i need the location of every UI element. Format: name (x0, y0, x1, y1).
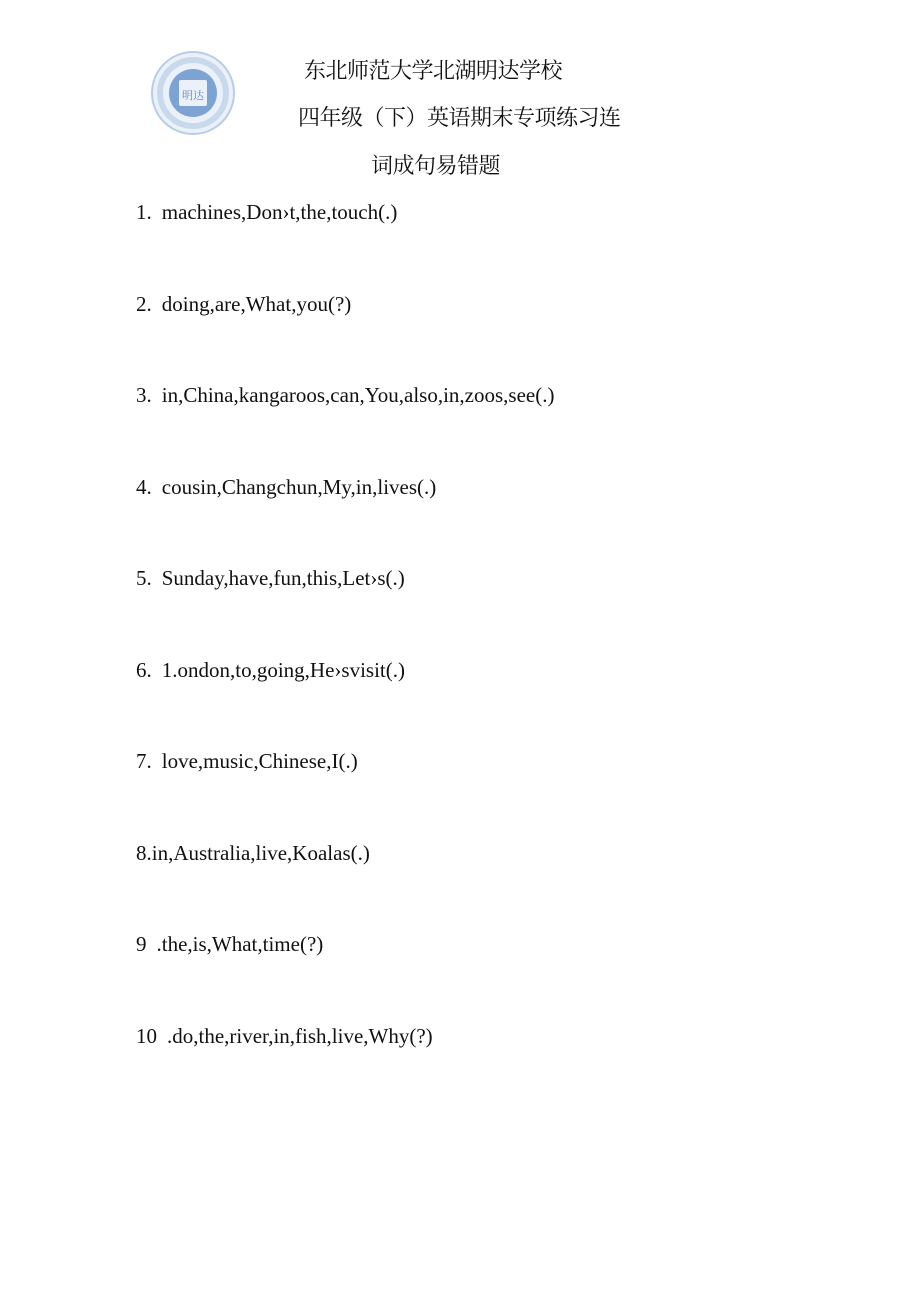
question-item (136, 929, 554, 1021)
question-item (136, 472, 554, 564)
question-number: 9 (136, 932, 147, 956)
question-text: Sunday,have,fun,this,Let›s(.) (161, 566, 405, 590)
school-seal-icon (150, 50, 236, 136)
question-text: 1.ondon,to,going,He›svisit(.) (161, 657, 405, 682)
question-item (136, 563, 554, 655)
question-item (136, 289, 554, 381)
question-text: doing,are,What,you(?) (161, 291, 352, 316)
school-name: 东北师范大学北湖明达学校 (304, 59, 563, 84)
question-number: 3. (136, 383, 152, 407)
question-text: .do,the,river,in,fish,live,Why(?) (167, 1023, 433, 1048)
section-title: 词成句易错题 (371, 154, 501, 179)
question-number: 2. (136, 291, 152, 316)
question-number: 1. (136, 200, 152, 224)
school-seal-graphic (150, 50, 236, 136)
question-item (136, 655, 554, 747)
question-text: .the,is,What,time(?) (156, 932, 324, 956)
question-list (136, 197, 554, 1112)
question-number: 7. (136, 749, 152, 773)
question-item (136, 746, 554, 838)
question-item (136, 838, 554, 930)
seal-logo-text: 明达 (182, 89, 204, 102)
exam-title: 四年级（下）英语期末专项练习连 (298, 106, 621, 131)
question-text: cousin,Changchun,My,in,lives(.) (161, 474, 437, 499)
question-text: in,Australia,live,Koalas(.) (151, 840, 370, 865)
question-text: in,China,kangaroos,can,You,also,in,zoos,see(.) (161, 383, 555, 407)
question-number: 6. (136, 657, 152, 682)
question-number: 5. (136, 566, 152, 590)
question-number: 8. (136, 840, 152, 865)
question-item (136, 380, 554, 472)
question-number: 4. (136, 474, 152, 499)
question-number: 10 (136, 1023, 157, 1048)
question-item (136, 1021, 554, 1113)
question-item (136, 197, 554, 289)
question-text: love,music,Chinese,I(.) (161, 749, 358, 773)
question-text: machines,Don›t,the,touch(.) (161, 200, 398, 224)
